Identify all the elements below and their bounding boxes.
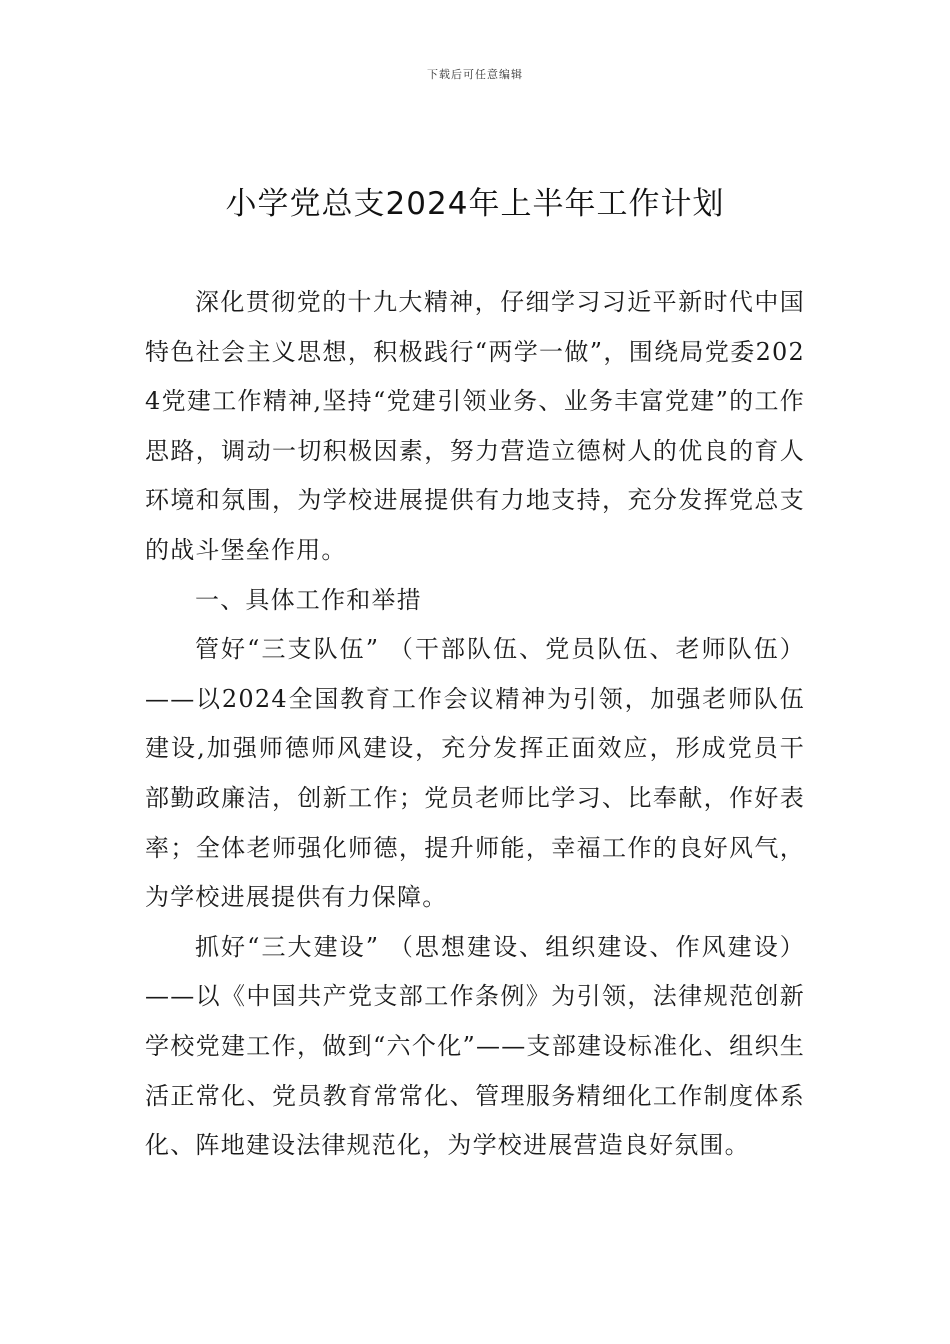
document-body: [145, 278, 805, 1171]
section-heading: 一、具体工作和举措: [195, 585, 422, 614]
three-teams-paragraph: 管好“三支队伍” （干部队伍、党员队伍、老师队伍）——以2024全国教育工作会议精神为引领，加强老师队伍建设,加强师德师风建设，充分发挥正面效应，形成党员干部勤政廉洁，创新工作；党员老师比学习、比奉献，作好表率；全体老师强化师德，提升师能，幸福工作的良好风气，为学校进展提供有力保障。: [145, 635, 805, 912]
header-note: 下载后可任意编辑: [427, 68, 523, 81]
document-title: 小学党总支2024年上半年工作计划: [225, 186, 725, 222]
intro-paragraph: 深化贯彻党的十九大精神，仔细学习习近平新时代中国特色社会主义思想，积极践行“两学一做”，围绕局党委2024党建工作精神,坚持“党建引领业务、业务丰富党建”的工作思路，调动一切积极因素，努力营造立德树人的优良的育人环境和氛围，为学校进展提供有力地支持，充分发挥党总支的战斗堡垒作用。: [145, 288, 805, 564]
three-constructions-paragraph: 抓好“三大建设” （思想建设、组织建设、作风建设）——以《中国共产党支部工作条例》为引领，法律规范创新学校党建工作，做到“六个化”——支部建设标准化、组织生活正常化、党员教育常常化、管理服务精细化工作制度体系化、阵地建设法律规范化，为学校进展营造良好氛围。: [145, 932, 805, 1160]
